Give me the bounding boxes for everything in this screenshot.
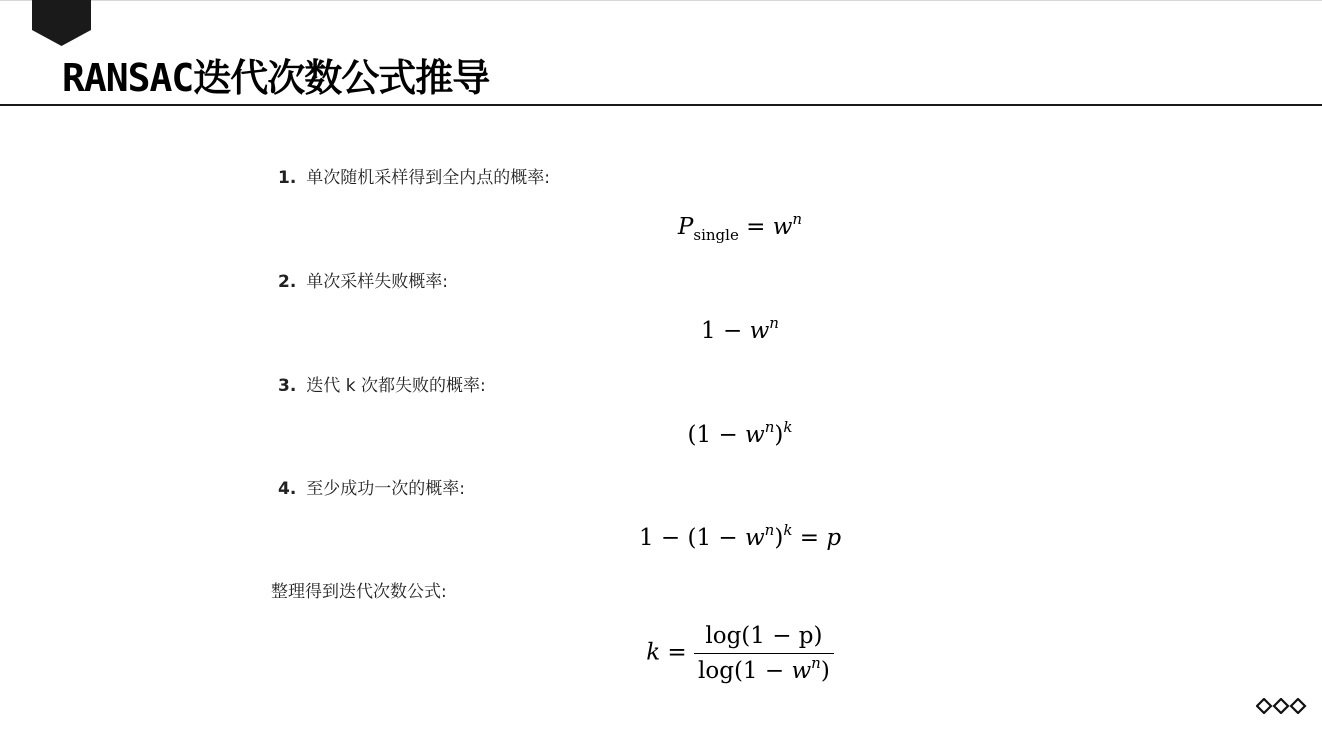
- formula-operator: (1 −: [687, 422, 746, 448]
- step-2: [278, 271, 448, 293]
- page-title: RANSAC迭代次数公式推导: [62, 56, 490, 100]
- top-border: [0, 0, 1322, 1]
- formula-symbol: w: [749, 318, 770, 344]
- derivation-note: 整理得到迭代次数公式:: [271, 582, 447, 602]
- formula-operator: 1 − (1 −: [638, 525, 745, 551]
- formula-exponent: k: [783, 521, 793, 539]
- step-number: 2.: [278, 272, 297, 292]
- step-4: [278, 478, 465, 500]
- fraction-numerator: log(1 − p): [694, 621, 834, 654]
- step-label: 单次采样失败概率:: [306, 272, 449, 292]
- step-number: 3.: [278, 376, 297, 396]
- formula-exponent: n: [811, 654, 821, 672]
- step-label: 至少成功一次的概率:: [306, 479, 466, 499]
- formula-operator: 1 −: [701, 318, 750, 344]
- formula-exponent: n: [764, 521, 775, 539]
- fraction: [694, 621, 834, 686]
- formula-symbol: w: [744, 525, 765, 551]
- formula-subscript: single: [693, 226, 739, 244]
- step-label: 单次随机采样得到全内点的概率:: [306, 168, 551, 188]
- formula-symbol: p: [826, 525, 842, 551]
- fraction-denominator: [694, 654, 834, 686]
- formula-exponent: n: [792, 210, 803, 228]
- formula-exponent: n: [769, 314, 779, 332]
- formula-single-probability: [0, 212, 1322, 242]
- formula-symbol: w: [791, 658, 812, 684]
- formula-operator: =: [660, 639, 695, 666]
- formula-k-failures: [0, 420, 1322, 450]
- title-divider: [0, 104, 1322, 106]
- pentagon-tab-icon: [32, 0, 91, 46]
- step-3: [278, 375, 486, 397]
- formula-operator: ): [774, 422, 784, 448]
- formula-operator: ): [820, 658, 830, 684]
- formula-operator: =: [792, 525, 827, 551]
- triple-diamond-icon: [1256, 698, 1308, 714]
- step-number: 1.: [278, 168, 297, 188]
- step-number: 4.: [278, 479, 297, 499]
- formula-operator: ): [774, 525, 784, 551]
- formula-iteration-count: [0, 621, 1322, 686]
- formula-operator: log(1 −: [698, 658, 792, 684]
- formula-success-probability: [0, 523, 1322, 553]
- formula-exponent: n: [764, 418, 775, 436]
- formula-exponent: k: [783, 418, 793, 436]
- formula-symbol: P: [677, 214, 694, 240]
- formula-symbol: w: [745, 422, 765, 448]
- step-label: 迭代 k 次都失败的概率:: [306, 376, 486, 396]
- formula-failure-probability: [0, 316, 1322, 346]
- formula-symbol: k: [646, 639, 661, 666]
- formula-symbol: w: [772, 214, 793, 240]
- formula-operator: =: [738, 214, 773, 240]
- step-1: [278, 167, 550, 189]
